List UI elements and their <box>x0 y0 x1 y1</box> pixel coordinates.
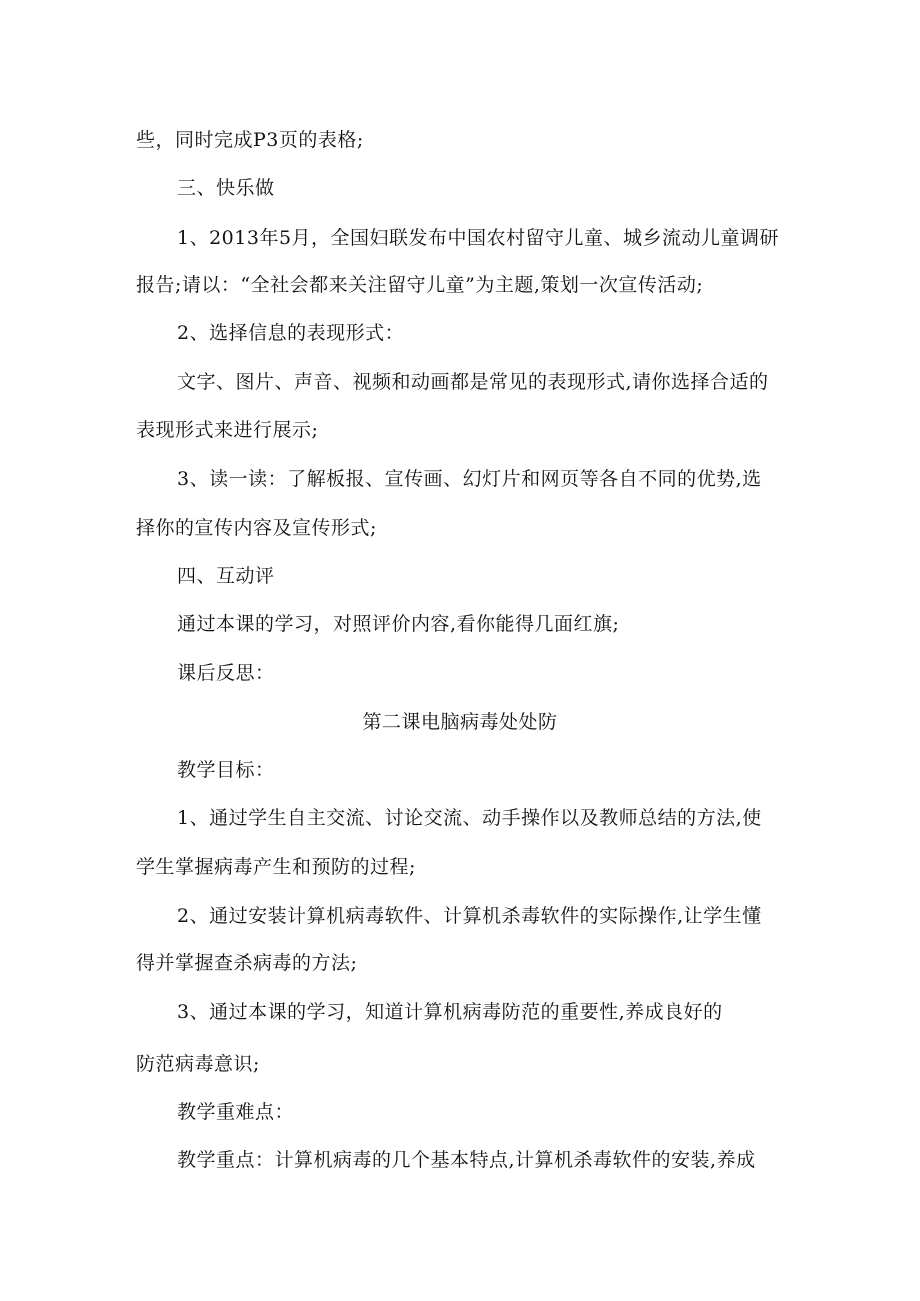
paragraph-line: 1、通过学生自主交流、讨论交流、动手操作以及教师总结的方法,使 <box>177 807 762 829</box>
paragraph-line: 课后反思： <box>177 662 275 684</box>
paragraph-line: 3、通过本课的学习，知道计算机病毒防范的重要性,养成良好的 <box>177 1001 723 1023</box>
paragraph-line: 2、通过安装计算机病毒软件、计算机杀毒软件的实际操作,让学生懂 <box>177 905 762 927</box>
section-heading: 三、快乐做 <box>177 177 275 199</box>
paragraph-line: 择你的宣传内容及宣传形式; <box>136 517 377 539</box>
paragraph-line: 1、2013年5月，全国妇联发布中国农村留守儿童、城乡流动儿童调研 <box>177 227 780 249</box>
paragraph-line: 防范病毒意识; <box>136 1053 260 1075</box>
section-heading: 四、互动评 <box>177 565 275 587</box>
paragraph-line: 通过本课的学习，对照评价内容,看你能得几面红旗; <box>177 613 620 635</box>
lesson-title: 第二课电脑病毒处处防 <box>362 711 558 733</box>
paragraph-line: 报告;请以：“全社会都来关注留守儿童”为主题,策划一次宣传活动; <box>136 274 704 296</box>
paragraph-line: 3、读一读：了解板报、宣传画、幻灯片和网页等各自不同的优势,选 <box>177 468 762 490</box>
paragraph-line: 2、选择信息的表现形式： <box>177 322 405 344</box>
section-heading: 教学重难点： <box>177 1101 295 1123</box>
paragraph-line: 教学重点：计算机病毒的几个基本特点,计算机杀毒软件的安装,养成 <box>177 1149 756 1171</box>
paragraph-line: 文字、图片、声音、视频和动画都是常见的表现形式,请你选择合适的 <box>177 371 769 393</box>
paragraph-line: 些，同时完成P3页的表格; <box>136 129 364 151</box>
section-heading: 教学目标： <box>177 759 275 781</box>
paragraph-line: 学生掌握病毒产生和预防的过程; <box>136 856 416 878</box>
paragraph-line: 表现形式来进行展示; <box>136 419 319 441</box>
paragraph-line: 得并掌握查杀病毒的方法; <box>136 952 358 974</box>
